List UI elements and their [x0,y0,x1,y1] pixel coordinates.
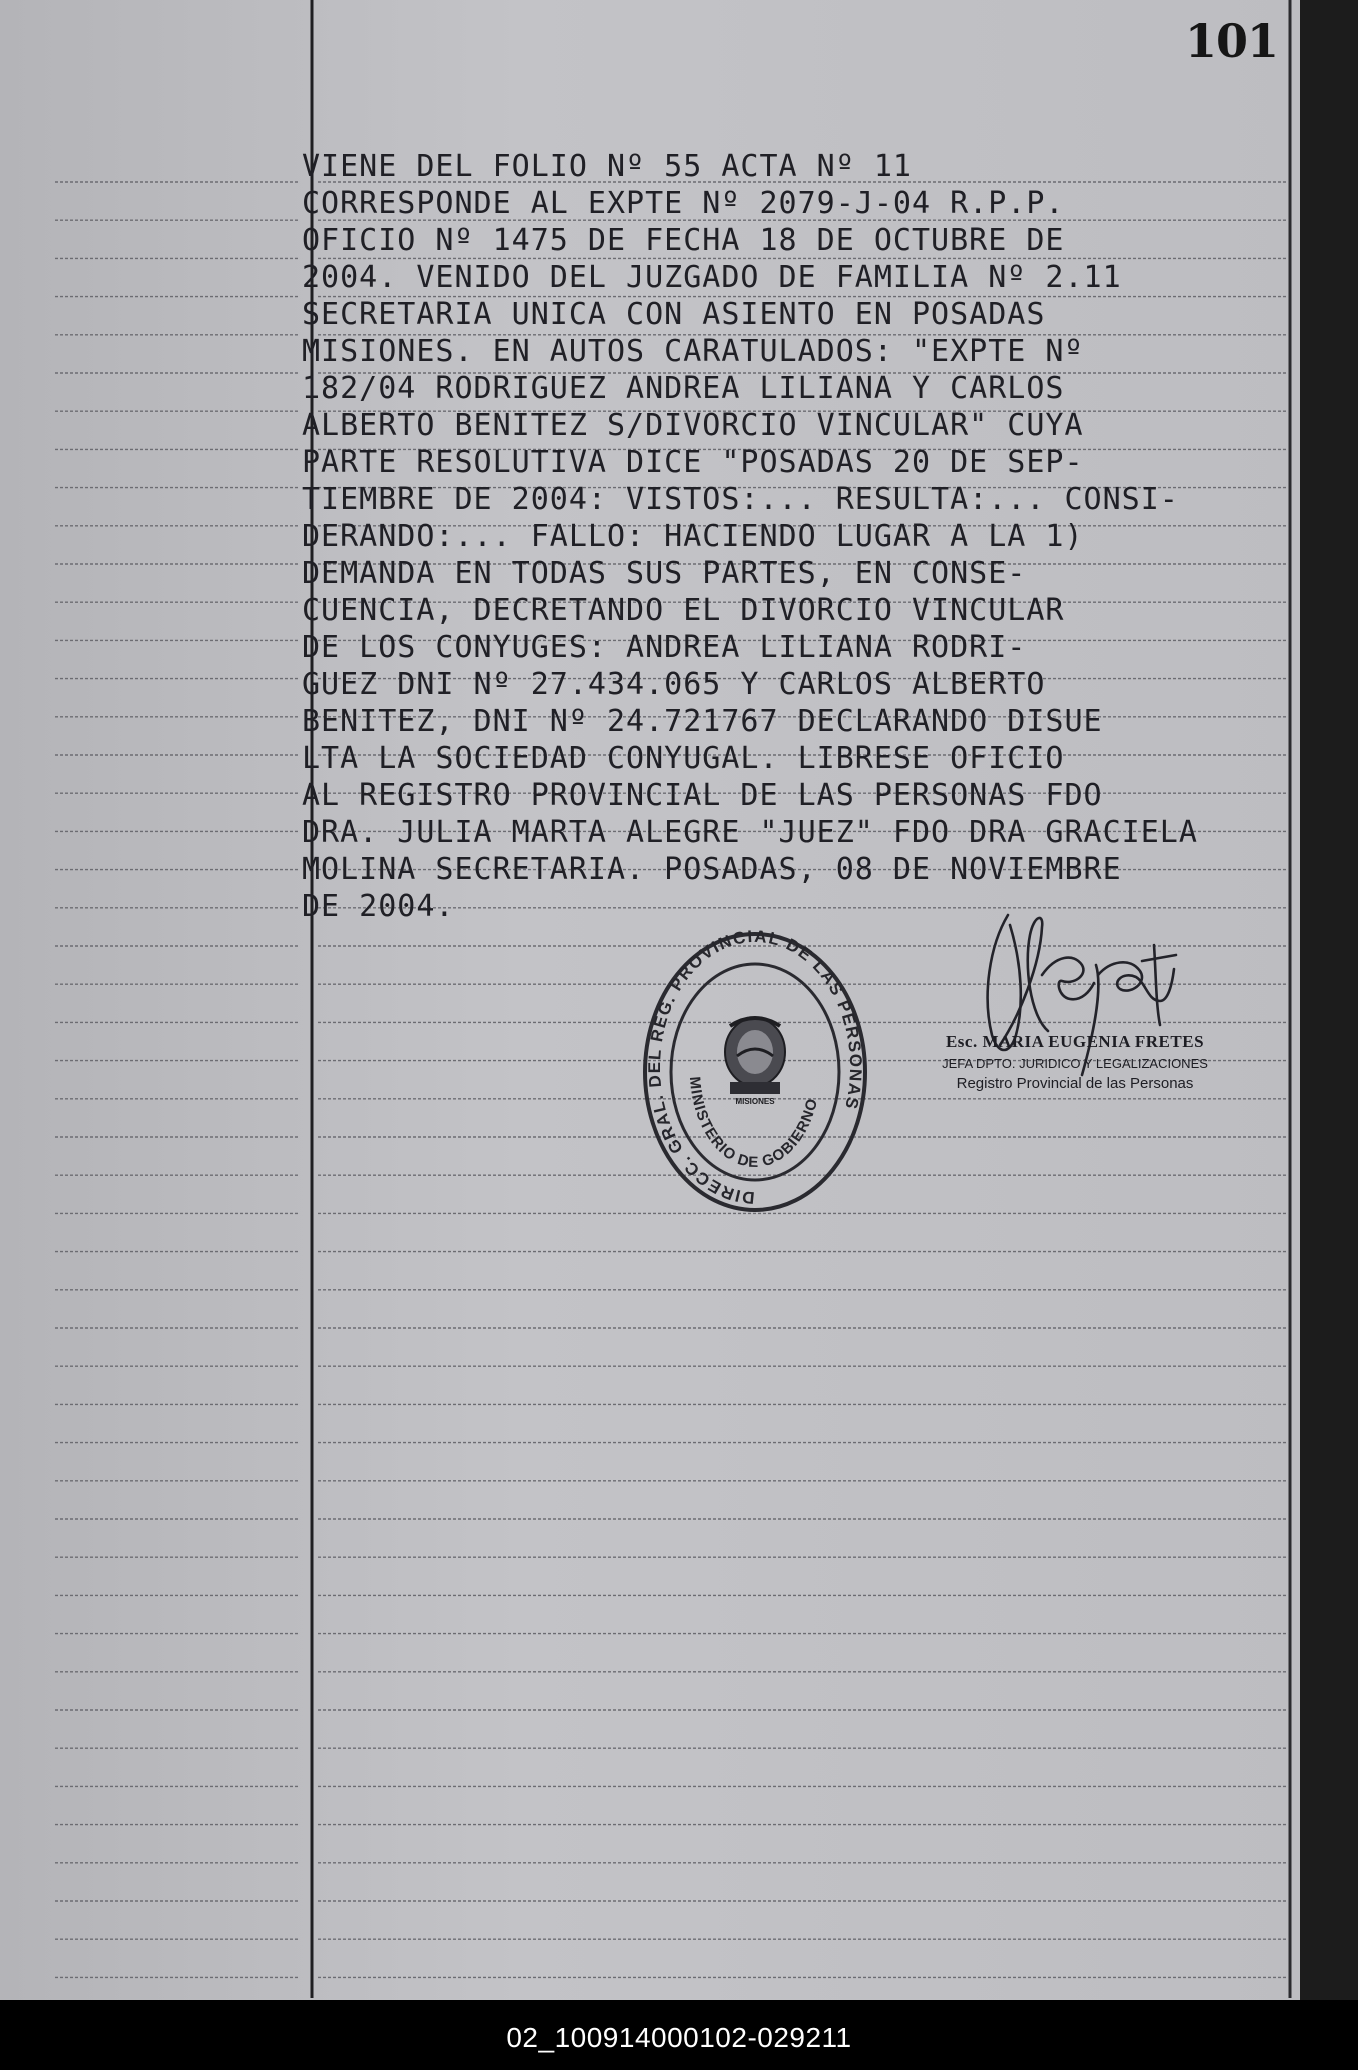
page-number: 101 [1185,14,1279,68]
official-office: Registro Provincial de las Personas [956,1075,1194,1092]
handwritten-line: GUEZ DNI Nº 27.434.065 Y CARLOS ALBERTO [302,667,1046,702]
handwritten-line: SECRETARIA UNICA CON ASIENTO EN POSADAS [302,297,1046,332]
handwritten-line: DEMANDA EN TODAS SUS PARTES, EN CONSE- [302,556,1027,591]
stamp-inner-text: MINISTERIO DE GOBIERNO [685,1075,822,1172]
stamp-ring-text: DIRECC. GRAL. DEL REG. PROVINCIAL DE LAS PERSONAS [645,930,866,1208]
handwritten-line: CORRESPONDE AL EXPTE Nº 2079-J-04 R.P.P. [302,186,1065,221]
handwritten-line: CUENCIA, DECRETANDO EL DIVORCIO VINCULAR [302,593,1065,628]
handwritten-line: DE 2004. [302,889,455,924]
handwritten-line: 182/04 RODRIGUEZ ANDREA LILIANA Y CARLOS [302,371,1065,406]
handwritten-line: 2004. VENIDO DEL JUZGADO DE FAMILIA Nº 2.11 [302,260,1122,295]
handwritten-line: MISIONES. EN AUTOS CARATULADOS: "EXPTE Nº [302,334,1084,369]
file-identifier: 02_100914000102-029211 [506,2022,852,2053]
handwritten-line: TIEMBRE DE 2004: VISTOS:... RESULTA:... CONSI- [302,482,1179,517]
handwritten-text-block [302,148,1294,925]
handwritten-line: PARTE RESOLUTIVA DICE "POSADAS 20 DE SEP- [302,445,1084,480]
handwritten-line: LTA LA SOCIEDAD CONYUGAL. LIBRESE OFICIO [302,741,1065,776]
handwritten-line: BENITEZ, DNI Nº 24.721767 DECLARANDO DISUE [302,704,1103,739]
handwritten-line: MOLINA SECRETARIA. POSADAS, 08 DE NOVIEMBRE [302,852,1122,887]
stamp-center-text: MISIONES [735,1097,775,1106]
official-name: Esc. MARIA EUGENIA FRETES [945,1032,1205,1051]
handwritten-line: ALBERTO BENITEZ S/DIVORCIO VINCULAR" CUYA [302,408,1084,443]
handwritten-line: VIENE DEL FOLIO Nº 55 ACTA Nº 11 [302,149,912,184]
official-role: JEFA DPTO. JURIDICO Y LEGALIZACIONES [942,1056,1208,1071]
handwritten-line: AL REGISTRO PROVINCIAL DE LAS PERSONAS FDO [302,778,1103,813]
handwritten-line: DE LOS CONYUGES: ANDREA LILIANA RODRI- [302,630,1027,665]
coat-of-arms-emblem [725,1018,785,1094]
official-signature-block [905,1032,1245,1092]
official-seal-stamp [640,930,870,1215]
handwritten-line: OFICIO Nº 1475 DE FECHA 18 DE OCTUBRE DE [302,223,1065,258]
handwritten-line: DRA. JULIA MARTA ALEGRE "JUEZ" FDO DRA GRACIELA [302,815,1198,850]
handwritten-line: DERANDO:... FALLO: HACIENDO LUGAR A LA 1) [302,519,1084,554]
scan-edge-strip [1300,0,1358,2010]
